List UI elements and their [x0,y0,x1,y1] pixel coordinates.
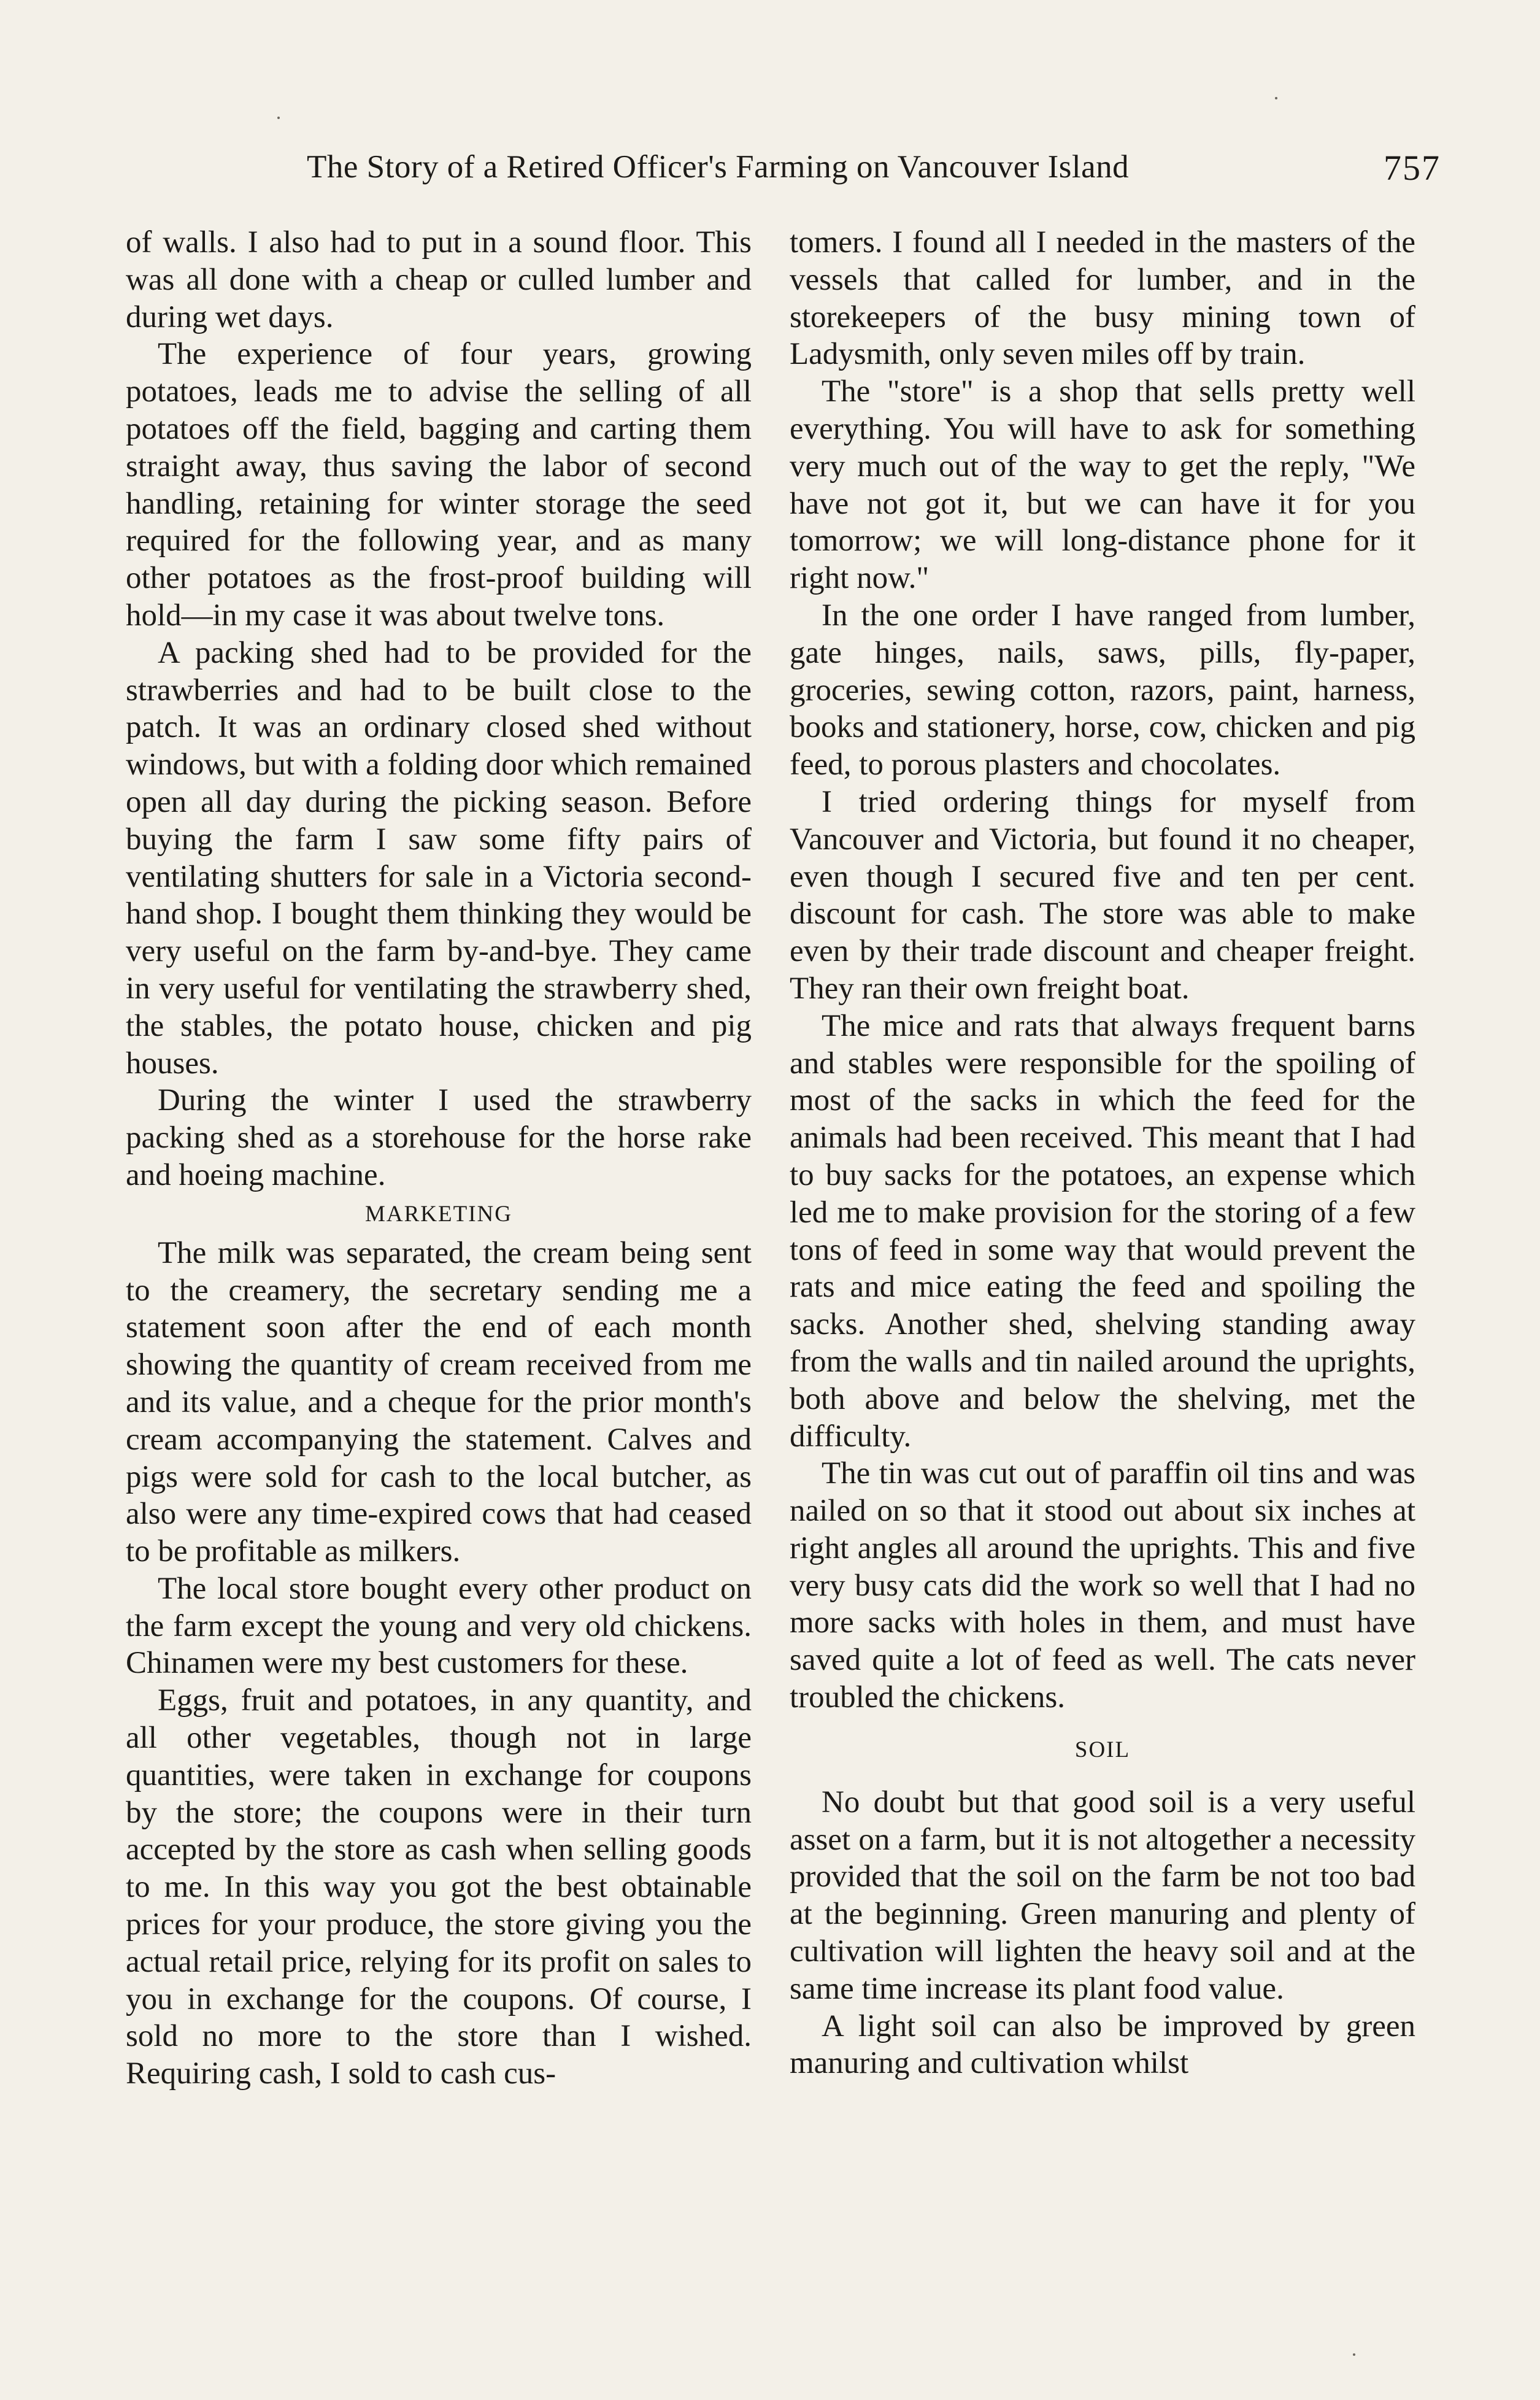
paragraph: A packing shed had to be provided for the strawberries and had to be built close to the patch. It was an ordinary closed shed without windows, but with a folding door which remained open all day during the picking season. Before buying the farm I saw some fifty pairs of ventilating shutters for sale in a Victoria second-hand shop. I bought them thinking they would be very useful on the farm by-and-bye. They came in very useful for ventilating the strawberry shed, the stables, the potato house, chicken and pig houses. [126,635,752,1081]
paragraph: The local store bought every other product on the farm except the young and very old chickens. Chinamen were my best customers for these. [126,1571,752,1681]
paragraph: In the one order I have ranged from lumber, gate hinges, nails, saws, pills, fly-paper, groceries, sewing cotton, razors, paint, harness, books and stationery, horse, cow, chicken and pig feed, to porous plasters and chocolates. [790,598,1415,782]
paragraph: The tin was cut out of paraffin oil tins and was nailed on so that it stood out about six inches at right angles all around the uprights. This and five very busy cats did the work so well that I had no more sacks with holes in them, and must have saved quite a lot of feed as well. The cats never troubled the chickens. [790,1456,1415,1715]
page-number: 757 [1384,148,1441,188]
paragraph: tomers. I found all I needed in the masters of the vessels that called for lumber, and in the storekeepers of the busy mining town of Ladysmith, only seven miles off by train. [790,225,1415,372]
paragraph: I tried ordering things for myself from Vancouver and Victoria, but found it no cheaper, even though I secured five and ten per cent. discount for cash. The store was able to make even by their trade discount and cheaper freight. They ran their own freight boat. [790,784,1415,1006]
paragraph: The "store" is a shop that sells pretty well everything. You will have to ask for something very much out of the way to get the reply, "We have not got it, but we can have it for you tomorrow; we will long-distance phone for it right now." [790,374,1415,596]
paragraph: Eggs, fruit and potatoes, in any quantity, and all other vegetables, though not in large quantities, were taken in exchange for coupons by the store; the coupons were in their turn accepted by the store as cash when selling goods to me. In this way you got the best obtainable prices for your produce, the store giving you the actual retail price, relying for its profit on sales to you in exchange for the coupons. Of course, I sold no more to the store than I wished. Requiring cash, I sold to cash cus- [126,1683,752,2091]
section-heading-marketing: MARKETING [365,1201,512,1227]
paragraph: During the winter I used the strawberry packing shed as a storehouse for the horse rake and hoeing machine. [126,1083,752,1192]
paragraph: The experience of four years, growing potatoes, leads me to advise the selling of all potatoes off the field, bagging and carting them straight away, thus saving the labor of second handling, retaining for winter storage the seed required for the following year, and as many other potatoes as the frost-proof building will hold—in my case it was about twelve tons. [126,337,752,633]
paragraph: The mice and rats that always frequent barns and stables were responsible for the spoiling of most of the sacks in which the feed for the animals had been received. This meant that I had to buy sacks for the potatoes, an expense which led me to make provision for the storing of a few tons of feed in some way that would prevent the rats and mice eating the feed and spoiling the sacks. Another shed, shelving standing away from the walls and tin nailed around the uprights, both above and below the shelving, met the difficulty. [790,1008,1415,1454]
paragraph: The milk was separated, the cream being sent to the creamery, the secretary sending me a statement soon after the end of each month showing the quantity of cream received from me and its value, and a cheque for the prior month's cream accompanying the statement. Calves and pigs were sold for cash to the local butcher, as also were any time-expired cows that had ceased to be profitable as milkers. [126,1235,752,1569]
running-head-title: The Story of a Retired Officer's Farming on Vancouver Island [307,149,1130,185]
paragraph: No doubt but that good soil is a very useful asset on a farm, but it is not altogether a necessity provided that the soil on the farm be not too bad at the beginning. Green manuring and plenty of cultivation will lighten the heavy soil and at the same time increase its plant food value. [790,1785,1415,2006]
section-heading-soil: SOIL [1074,1737,1131,1762]
right-column [790,224,1415,2082]
paragraph: A light soil can also be improved by green manuring and cultivation whilst [790,2008,1415,2081]
print-speck [1275,97,1277,99]
print-speck [277,117,280,119]
print-speck [1353,2353,1355,2356]
paragraph: of walls. I also had to put in a sound floor. This was all done with a cheap or culled lumber and during wet days. [126,225,752,334]
left-column [126,224,752,2093]
